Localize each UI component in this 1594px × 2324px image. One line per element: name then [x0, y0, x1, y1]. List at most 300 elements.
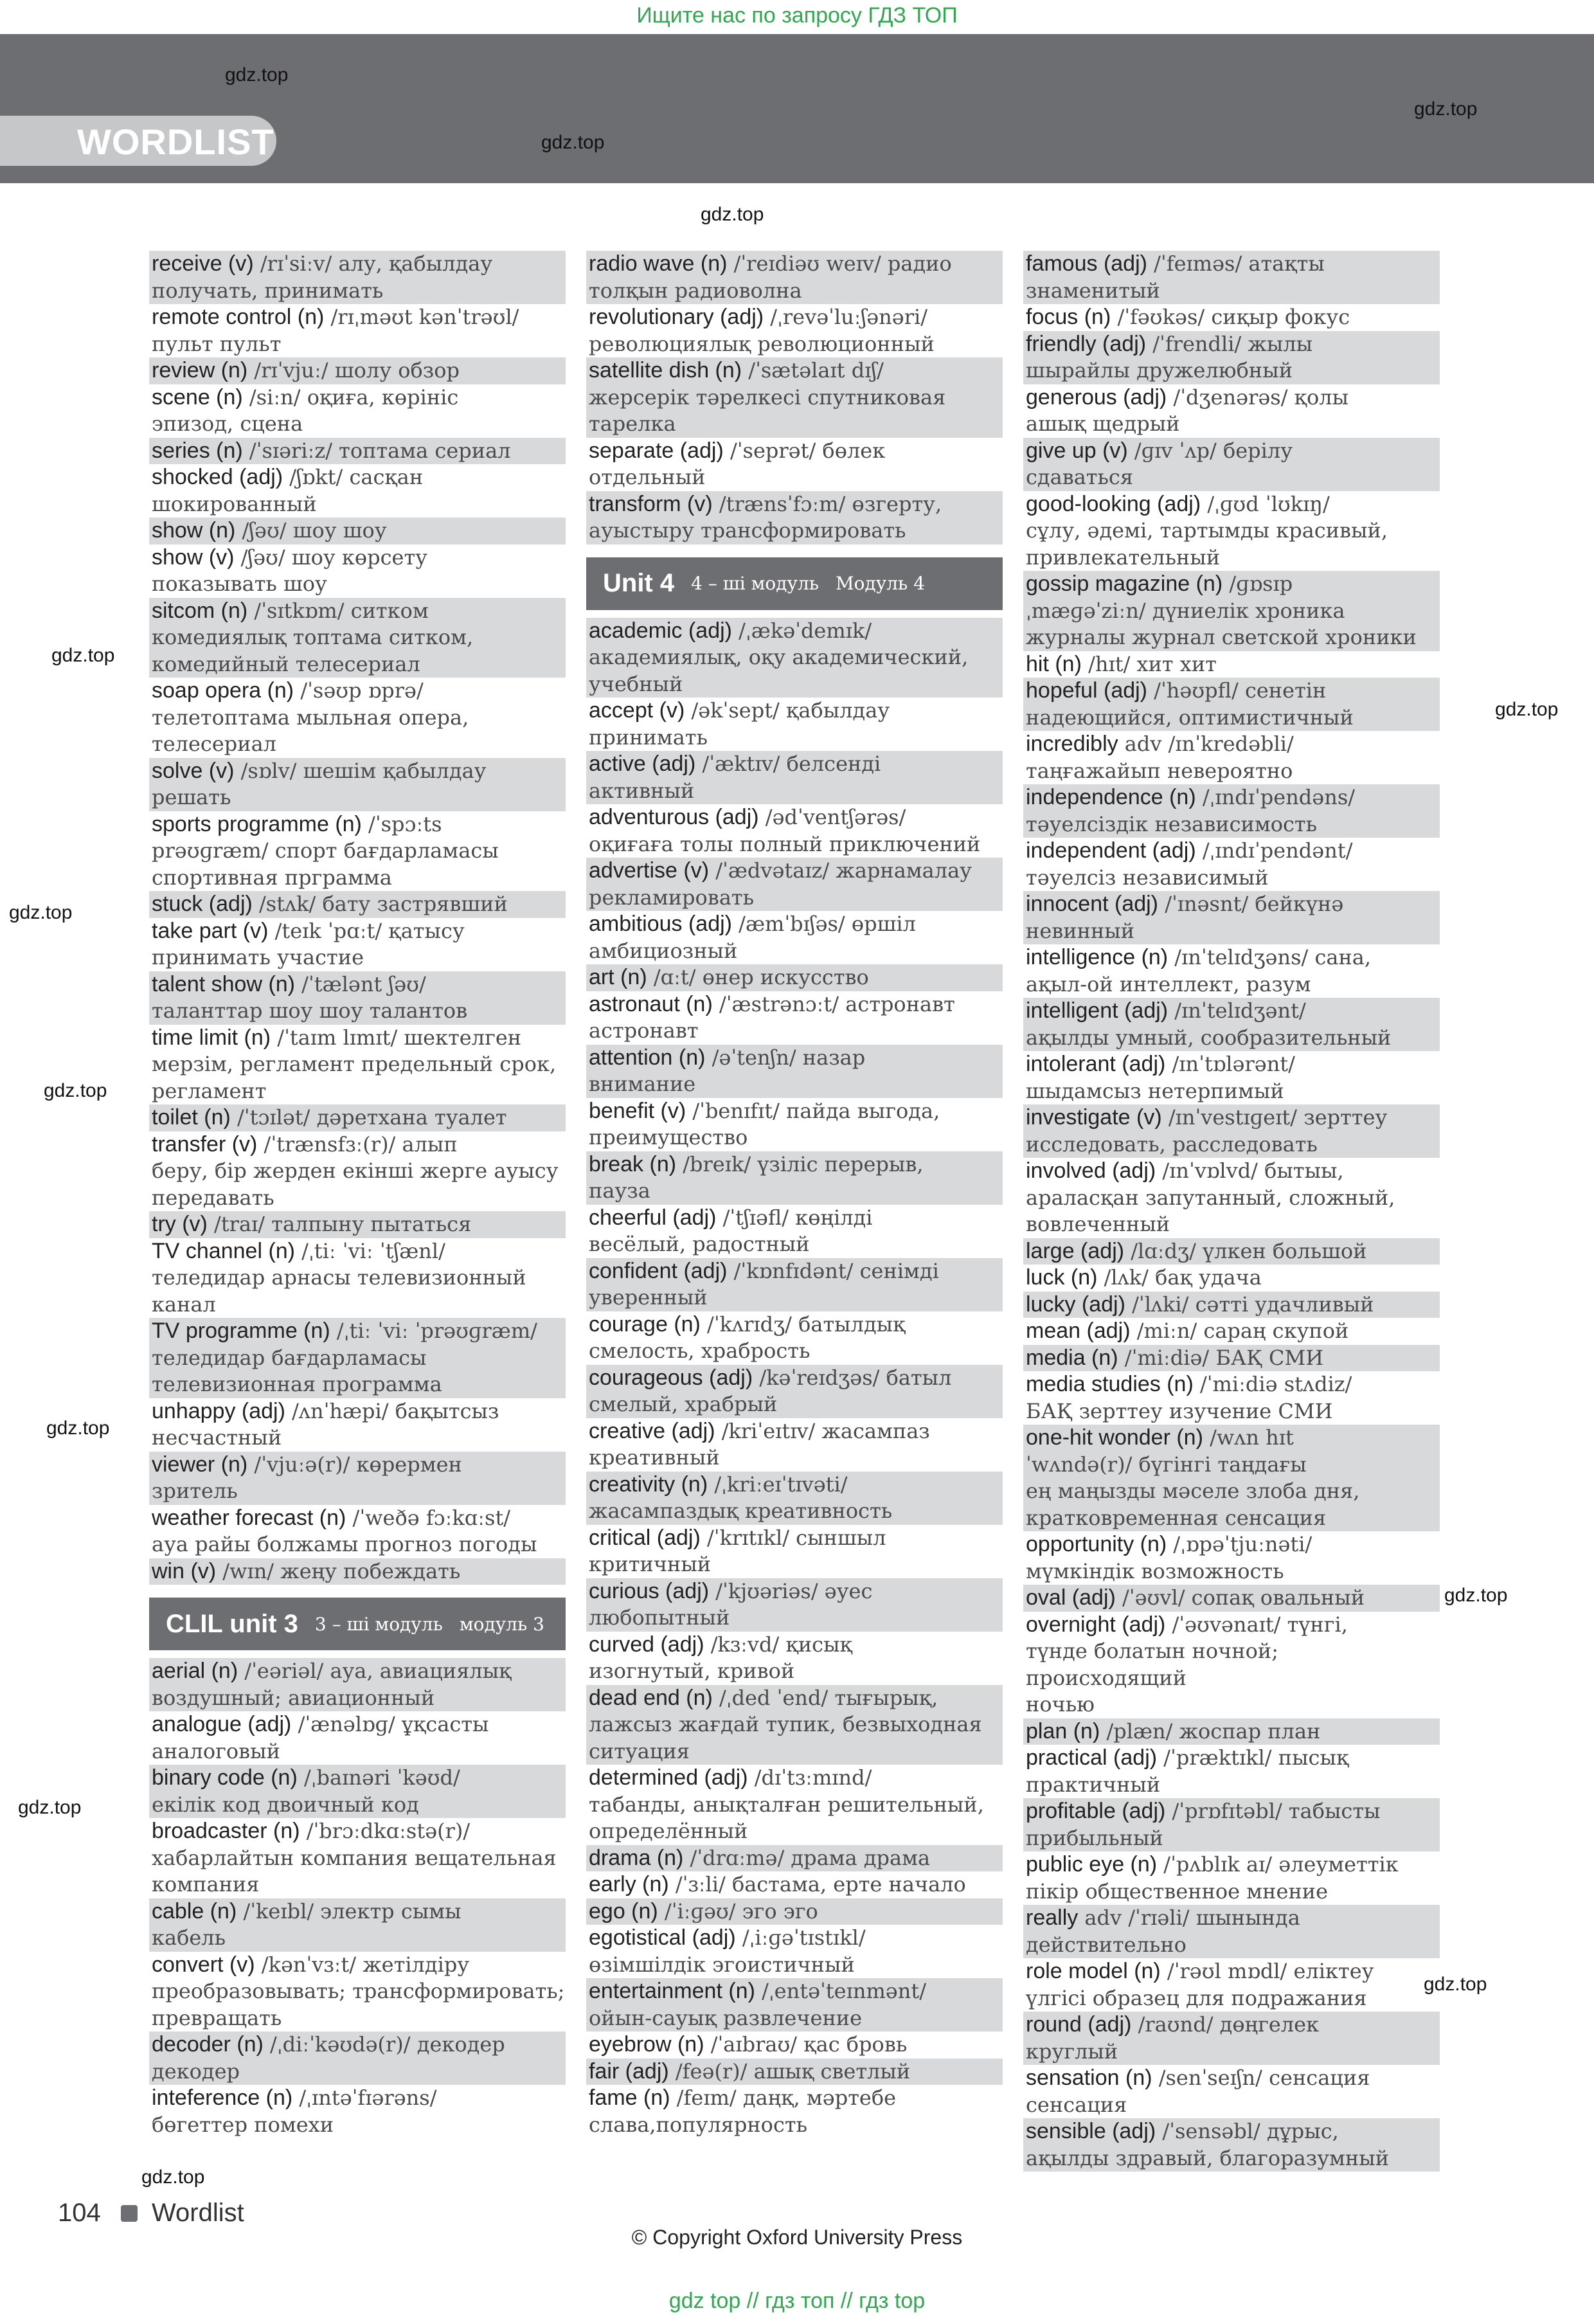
entry-definition: ночью	[1026, 1692, 1095, 1716]
wordlist-entry	[149, 1845, 566, 1872]
entry-definition: /ˈbenɪfɪt/ пайда выгода,	[692, 1098, 940, 1123]
entry-definition: /rɪˈsiːv/ алу, қабылдау	[260, 251, 493, 276]
wordlist-entry	[149, 1398, 566, 1425]
entry-definition: /feɪm/ даңқ, мәртебе	[676, 2085, 897, 2110]
entry-definition: компания	[152, 1872, 260, 1896]
entry-definition: определённый	[589, 1819, 748, 1843]
unit-subtitle-russian: Модуль 4	[836, 573, 926, 594]
entry-definition: /ˈeəriəl/ ауа, авиациялық	[244, 1659, 512, 1683]
entry-headword: review (n)	[152, 358, 248, 383]
entry-definition: /wʌn hɪt	[1210, 1425, 1294, 1450]
entry-definition: /ˈtaɪm lɪmɪt/ шектелген	[277, 1025, 522, 1050]
wordlist-entry	[1023, 944, 1440, 971]
wordlist-entry	[586, 938, 1003, 965]
wordlist-entry	[586, 778, 1003, 805]
entry-headword: entertainment (n)	[589, 1979, 755, 2003]
wordlist-entry	[586, 2058, 1003, 2085]
entry-headword: art (n)	[589, 965, 647, 989]
wordlist-entry	[1023, 598, 1440, 625]
entry-definition: /lʌk/ бақ удача	[1104, 1265, 1262, 1290]
wordlist-entry	[586, 518, 1003, 545]
wordlist-entry	[586, 491, 1003, 518]
entry-headword: transform (v)	[589, 491, 713, 516]
wordlist-entry	[586, 1525, 1003, 1552]
entry-definition: /breɪk/ үзіліс перерыв,	[683, 1151, 924, 1176]
entry-headword: dead end (n)	[589, 1685, 713, 1710]
entry-headword: sensation (n)	[1026, 2066, 1152, 2090]
wordlist-entry	[1023, 758, 1440, 785]
wordlist-entry	[1023, 2145, 1440, 2172]
entry-headword: ambitious (adj)	[589, 912, 732, 936]
entry-definition: тәуелсіз независимый	[1026, 865, 1269, 890]
entry-definition: /əˈtenʃn/ назар	[712, 1045, 866, 1070]
entry-definition: /senˈseɪʃn/ сенсация	[1158, 2066, 1370, 2090]
wordlist-entry	[586, 991, 1003, 1018]
watermark: gdz.top	[46, 1418, 110, 1439]
entry-definition: преимущество	[589, 1125, 748, 1149]
entry-headword: cheerful (adj)	[589, 1205, 717, 1230]
wordlist-entry	[1023, 1558, 1440, 1585]
entry-headword: fair (adj)	[589, 2058, 669, 2084]
wordlist-entry	[586, 1445, 1003, 1472]
wordlist-entry	[149, 651, 566, 678]
unit-heading	[586, 557, 1003, 610]
entry-definition: /ɑːt/ өнер искусство	[653, 965, 869, 989]
wordlist-entry	[1023, 438, 1440, 465]
entry-definition: лажсыз жағдай тупик, безвыходная	[589, 1712, 982, 1736]
entry-definition: /əkˈsept/ қабылдау	[691, 698, 890, 723]
wordlist-entry	[1023, 1104, 1440, 1131]
entry-definition: амбициозный	[589, 938, 738, 963]
entry-definition: /ˈdʒenərəs/ қолы	[1173, 384, 1349, 410]
wordlist-entry	[586, 1551, 1003, 1578]
wordlist-column-1	[149, 251, 566, 2138]
entry-definition: adv /ɪnˈkredəbli/	[1124, 732, 1294, 756]
entry-definition: /ˈrəʊl mɒdl/ еліктеу	[1167, 1959, 1374, 1983]
wordlist-entry	[149, 1531, 566, 1558]
wordlist-entry	[149, 838, 566, 865]
entry-definition: /kriˈeɪtɪv/ жасампаз	[721, 1418, 930, 1443]
entry-headword: gossip magazine (n)	[1026, 572, 1223, 596]
entry-definition: зритель	[152, 1479, 238, 1503]
watermark: gdz.top	[18, 1797, 82, 1818]
entry-definition: бөгеттер помехи	[152, 2112, 334, 2137]
entry-headword: early (n)	[589, 1872, 669, 1896]
wordlist-entry	[586, 885, 1003, 912]
wordlist-entry	[1023, 1478, 1440, 1505]
entry-definition: шыдамсыз нетерпимый	[1026, 1078, 1284, 1103]
entry-definition: /rɪˈvjuː/ шолу обзор	[254, 358, 460, 383]
entry-definition: комедийный телесериал	[152, 651, 420, 676]
wordlist-entry	[586, 1178, 1003, 1205]
entry-definition: тарелка	[589, 411, 676, 436]
entry-headword: independent (adj)	[1026, 838, 1196, 863]
entry-headword: radio wave (n)	[589, 251, 728, 276]
entry-headword: try (v)	[152, 1212, 208, 1236]
entry-definition: журналы журнал светской хроники	[1026, 625, 1417, 649]
entry-definition: передавать	[152, 1185, 274, 1210]
entry-definition: /ˈɜːli/ бастама, ерте начало	[675, 1872, 966, 1896]
entry-headword: sensible (adj)	[1026, 2119, 1156, 2143]
wordlist-entry	[149, 1978, 566, 2005]
entry-headword: egotistical (adj)	[589, 1925, 736, 1950]
entry-definition: /ʃəʊ/ шоу көрсету	[240, 545, 427, 570]
entry-definition: мүмкіндік возможность	[1026, 1558, 1284, 1583]
wordlist-entry	[1023, 1958, 1440, 1985]
wordlist-entry	[1023, 1398, 1440, 1425]
entry-definition: /ədˈventʃərəs/	[765, 805, 906, 829]
wordlist-entry	[149, 1425, 566, 1452]
entry-definition: теледидар арнасы телевизионный	[152, 1265, 526, 1290]
wordlist-entry	[1023, 545, 1440, 572]
entry-headword: media studies (n)	[1026, 1372, 1194, 1396]
wordlist-entry	[1023, 2118, 1440, 2145]
entry-headword: soap opera (n)	[152, 678, 294, 703]
wordlist-entry	[149, 1792, 566, 1819]
wordlist-entry	[1023, 251, 1440, 278]
wordlist-entry	[586, 911, 1003, 938]
entry-headword: drama (n)	[589, 1845, 684, 1870]
wordlist-entry	[1023, 1825, 1440, 1852]
entry-definition: тәуелсіздік независимость	[1026, 811, 1318, 836]
wordlist-entry	[586, 278, 1003, 305]
entry-definition: /rɪˌməʊt kənˈtrəʊl/	[330, 305, 519, 329]
wordlist-entry	[149, 758, 566, 785]
entry-headword: inteference (n)	[152, 2085, 293, 2110]
entry-headword: adventurous (adj)	[589, 805, 759, 829]
entry-definition: екілік код двоичный код	[152, 1792, 419, 1817]
wordlist-entry	[1023, 1798, 1440, 1825]
entry-definition: түнде болатын ночной; происходящий	[1026, 1639, 1278, 1690]
wordlist-entry	[1023, 651, 1440, 678]
wordlist-entry	[586, 331, 1003, 358]
wordlist-entry	[149, 1104, 566, 1131]
wordlist-entry	[149, 1711, 566, 1738]
wordlist-entry	[149, 2058, 566, 2085]
wordlist-entry	[1023, 518, 1440, 545]
wordlist-entry	[149, 598, 566, 625]
wordlist-entry	[586, 1711, 1003, 1738]
entry-definition: действительно	[1026, 1932, 1187, 1957]
wordlist-entry	[586, 1338, 1003, 1365]
wordlist-entry	[586, 1952, 1003, 1979]
entry-definition: /teɪk ˈpɑːt/ қатысу	[274, 918, 465, 943]
entry-headword: show (n)	[152, 518, 236, 543]
wordlist-entry	[149, 1558, 566, 1585]
wordlist-entry	[586, 1925, 1003, 1952]
entry-definition: /ˈtælənt ʃəʊ/	[301, 971, 426, 996]
wordlist-entry	[586, 1765, 1003, 1792]
wordlist-entry	[149, 811, 566, 838]
entry-headword: luck (n)	[1026, 1265, 1098, 1290]
entry-definition: регламент	[152, 1078, 267, 1103]
entry-headword: confident (adj)	[589, 1258, 728, 1283]
entry-headword: unhappy (adj)	[152, 1398, 285, 1423]
wordlist-entry	[1023, 1371, 1440, 1398]
entry-headword: analogue (adj)	[152, 1712, 292, 1736]
entry-definition: академиялық, оқу академический,	[589, 645, 969, 669]
entry-definition: /trænsˈfɔːm/ өзгерту,	[719, 491, 942, 516]
wordlist-entry	[586, 304, 1003, 331]
entry-definition: /ˈmiːdiə stʌdiz/	[1199, 1372, 1352, 1396]
wordlist-entry	[586, 804, 1003, 831]
entry-definition: эпизод, сцена	[152, 411, 303, 436]
entry-definition: теледидар бағдарламасы	[152, 1345, 427, 1370]
wordlist-entry	[149, 278, 566, 305]
entry-headword: show (v)	[152, 545, 235, 570]
watermark: gdz.top	[1414, 98, 1478, 120]
wordlist-column-3	[1023, 251, 1440, 2172]
wordlist-entry	[586, 1472, 1003, 1499]
watermark: gdz.top	[1424, 1974, 1487, 1995]
entry-headword: advertise (v)	[589, 858, 710, 883]
wordlist-entry	[1023, 1452, 1440, 1479]
wordlist-entry	[149, 1738, 566, 1765]
watermark: gdz.top	[1444, 1585, 1508, 1606]
entry-definition: кабель	[152, 1925, 226, 1950]
entry-definition: шырайлы дружелюбный	[1026, 358, 1293, 383]
entry-definition: оқиғаға толы полный приключений	[589, 831, 981, 856]
entry-definition: /ˈæktɪv/ белсенді	[702, 752, 881, 776]
entry-definition: надеющийся, оптимистичный	[1026, 705, 1354, 730]
entry-definition: спортивная прграмма	[152, 865, 392, 890]
entry-headword: convert (v)	[152, 1952, 255, 1977]
entry-headword: innocent (adj)	[1026, 892, 1159, 916]
wordlist-entry	[1023, 1425, 1440, 1452]
wordlist-entry	[1023, 1985, 1440, 2012]
entry-definition: /ˌɪndɪˈpendəns/	[1202, 785, 1356, 809]
entry-definition: /ˈænəlɒɡ/ ұқсасты	[298, 1712, 489, 1736]
entry-definition: /ˈlʌki/ сәтті удачливый	[1132, 1292, 1374, 1317]
entry-definition: мерзім, регламент предельный срок,	[152, 1052, 557, 1076]
wordlist-entry	[1023, 1585, 1440, 1612]
wordlist-entry	[149, 1238, 566, 1265]
top-search-banner-link[interactable]: Ищите нас по запросу ГДЗ ТОП	[636, 3, 958, 28]
wordlist-entry	[586, 384, 1003, 411]
wordlist-entry	[586, 2005, 1003, 2032]
entry-definition: /ˈkʌrɪdʒ/ батылдық	[707, 1311, 906, 1337]
entry-definition: /ɡɪv ˈʌp/ берілу	[1134, 438, 1293, 463]
entry-headword: talent show (n)	[152, 971, 295, 996]
wordlist-entry	[586, 2112, 1003, 2139]
unit-title: Unit 4	[603, 569, 675, 597]
wordlist-entry	[1023, 2039, 1440, 2066]
entry-headword: mean (adj)	[1026, 1319, 1131, 1343]
wordlist-entry	[149, 1292, 566, 1319]
footer-section-label: Wordlist	[152, 2199, 244, 2227]
entry-definition: /ˈsætəlaɪt dɪʃ/	[748, 358, 884, 383]
footer-square-icon	[121, 2205, 138, 2222]
wordlist-entry	[586, 438, 1003, 465]
wordlist-entry	[1023, 1505, 1440, 1532]
wordlist-entry	[1023, 464, 1440, 491]
entry-definition: /ˌrevəˈluːʃənəri/	[770, 305, 928, 329]
entry-definition: невинный	[1026, 918, 1135, 943]
wordlist-entry	[586, 1018, 1003, 1045]
wordlist-entry	[586, 1098, 1003, 1125]
wordlist-entry	[1023, 491, 1440, 518]
entry-definition: /ˌtiː ˈviː ˈprəʊɡræm/	[336, 1319, 537, 1343]
entry-headword: oval (adj)	[1026, 1585, 1116, 1610]
entry-definition: /ˈəʊvənaɪt/ түнгі,	[1172, 1612, 1348, 1637]
wordlist-entry	[1023, 1531, 1440, 1558]
entry-definition: пульт пульт	[152, 331, 282, 356]
wordlist-entry	[149, 2005, 566, 2032]
entry-definition: /ˈhəʊpfl/ сенетін	[1154, 678, 1327, 703]
entry-definition: өзімшілдік эгоистичный	[589, 1952, 855, 1977]
wordlist-entry	[1023, 624, 1440, 651]
entry-headword: focus (n)	[1026, 305, 1111, 329]
wordlist-entry	[1023, 2012, 1440, 2039]
wordlist-entry	[1023, 731, 1440, 758]
wordlist-entry	[1023, 571, 1440, 598]
wordlist-entry	[149, 304, 566, 331]
entry-headword: creative (adj)	[589, 1418, 715, 1443]
entry-headword: good-looking (adj)	[1026, 491, 1201, 516]
entry-definition: /wɪn/ жеңу побеждать	[222, 1558, 461, 1583]
wordlist-entry	[149, 331, 566, 358]
entry-headword: courageous (adj)	[589, 1365, 753, 1390]
entry-headword: academic (adj)	[589, 618, 732, 643]
entry-definition: /ˈtʃɪəfl/ көңілді	[722, 1205, 873, 1230]
entry-definition: ашық щедрый	[1026, 411, 1180, 436]
wordlist-entry	[1023, 784, 1440, 811]
entry-definition: креативный	[589, 1445, 720, 1470]
entry-definition: /kɜːvd/ қисық	[710, 1632, 852, 1657]
entry-definition: принимать участие	[152, 945, 364, 969]
wordlist-entry	[1023, 1238, 1440, 1265]
wordlist-entry	[149, 1371, 566, 1398]
wordlist-entry	[586, 1978, 1003, 2005]
entry-headword: critical (adj)	[589, 1525, 701, 1550]
wordlist-entry	[586, 1071, 1003, 1098]
wordlist-entry	[149, 1158, 566, 1185]
entry-headword: investigate (v)	[1026, 1105, 1162, 1130]
unit-subtitle-russian: модуль 3	[459, 1613, 544, 1635]
entry-headword: stuck (adj)	[152, 892, 253, 916]
wordlist-entry	[1023, 1131, 1440, 1158]
entry-definition: ˈwʌndə(r)/ бүгінгі таңдағы	[1026, 1452, 1307, 1477]
entry-definition: /miːn/ сараң скупой	[1136, 1319, 1349, 1343]
wordlist-entry	[1023, 1345, 1440, 1372]
wordlist-entry	[1023, 1025, 1440, 1052]
watermark: gdz.top	[141, 2166, 205, 2188]
wordlist-entry	[149, 971, 566, 998]
wordlist-entry	[149, 2031, 566, 2058]
entry-definition: революциялық революционный	[589, 331, 935, 356]
entry-definition: /ɡɒsɪp	[1229, 572, 1293, 596]
wordlist-entry	[586, 1151, 1003, 1178]
wordlist-entry	[149, 1925, 566, 1952]
entry-definition: /ˌded ˈend/ тығырық,	[719, 1685, 938, 1710]
entry-definition: пікір общественное мнение	[1026, 1878, 1329, 1904]
watermark: gdz.top	[225, 64, 289, 86]
wordlist-entry	[149, 571, 566, 598]
entry-headword: shocked (adj)	[152, 465, 283, 489]
wordlist-entry	[1023, 278, 1440, 305]
wordlist-entry	[586, 964, 1003, 991]
entry-headword: broadcaster (n)	[152, 1819, 300, 1843]
watermark: gdz.top	[541, 132, 605, 153]
entry-definition: смелость, храбрость	[589, 1338, 810, 1363]
wordlist-entry	[1023, 2092, 1440, 2119]
wordlist-entry	[149, 1765, 566, 1792]
entry-definition: /ɪnˈtɒlərənt/	[1172, 1052, 1295, 1076]
entry-definition: /ˈkɒnfɪdənt/ сенімді	[733, 1258, 939, 1283]
entry-headword: revolutionary (adj)	[589, 305, 764, 329]
entry-headword: viewer (n)	[152, 1452, 248, 1477]
wordlist-entry	[586, 831, 1003, 858]
entry-headword: accept (v)	[589, 698, 685, 723]
wordlist-entry	[149, 2112, 566, 2139]
wordlist-entry	[1023, 705, 1440, 732]
wordlist-entry	[1023, 838, 1440, 865]
wordlist-entry	[149, 411, 566, 438]
entry-definition: смелый, храбрый	[589, 1392, 778, 1416]
entry-definition: жасампаздық креативность	[589, 1499, 893, 1523]
entry-headword: generous (adj)	[1026, 384, 1167, 410]
wordlist-entry	[1023, 811, 1440, 838]
bottom-search-link[interactable]: gdz top // гдз топ // гдз top	[668, 2289, 926, 2313]
entry-definition: /ˈfeɪməs/ атақты	[1154, 251, 1325, 276]
wordlist-entry	[1023, 304, 1440, 331]
entry-headword: role model (n)	[1026, 1959, 1161, 1983]
entry-definition: /ˈɪnəsnt/ бейкүнә	[1165, 892, 1344, 916]
wordlist-entry	[586, 1605, 1003, 1632]
wordlist-entry	[586, 1418, 1003, 1445]
entry-definition: привлекательный	[1026, 545, 1221, 570]
entry-definition: /ˈaɪbraʊ/ қас бровь	[710, 2032, 908, 2057]
entry-definition: /sɒlv/ шешім қабылдау	[240, 758, 487, 783]
wordlist-entry	[586, 464, 1003, 491]
wordlist-entry	[149, 1952, 566, 1979]
wordlist-entry	[149, 784, 566, 811]
wordlist-entry	[149, 944, 566, 971]
entry-definition: ауыстыру трансформировать	[589, 518, 906, 543]
entry-headword: sports programme (n)	[152, 811, 362, 836]
entry-definition: /dɪˈtɜːmɪnd/	[754, 1765, 872, 1790]
entry-headword: attention (n)	[589, 1045, 706, 1070]
entry-definition: /ˈəʊvl/ сопақ овальный	[1122, 1585, 1365, 1610]
wordlist-entry	[149, 1131, 566, 1158]
wordlist-entry	[149, 1345, 566, 1372]
wordlist-entry	[149, 1318, 566, 1345]
wordlist-entry	[586, 411, 1003, 438]
wordlist-entry	[149, 545, 566, 572]
entry-headword: independence (n)	[1026, 785, 1196, 809]
entry-definition: /ʃəʊ/ шоу шоу	[242, 518, 387, 543]
entry-definition: /ˈæstrənɔːt/ астронавт	[719, 991, 955, 1016]
entry-definition: /ˈkjʊəriəs/ әуес	[715, 1578, 873, 1603]
watermark: gdz.top	[44, 1080, 107, 1101]
entry-headword: famous (adj)	[1026, 251, 1147, 276]
entry-definition: исследовать, расследовать	[1026, 1131, 1318, 1157]
entry-definition: /siːn/ оқиға, көрініс	[249, 384, 459, 410]
wordlist-entry	[586, 1391, 1003, 1418]
entry-definition: ауа райы болжамы прогноз погоды	[152, 1532, 537, 1556]
wordlist-entry	[586, 1845, 1003, 1872]
wordlist-entry	[1023, 1878, 1440, 1905]
entry-headword: really	[1026, 1905, 1079, 1930]
entry-definition: /ˈtɔɪlət/ дәретхана туалет	[237, 1105, 507, 1130]
entry-headword: give up (v)	[1026, 438, 1128, 463]
wordlist-entry	[586, 751, 1003, 778]
entry-headword: public eye (n)	[1026, 1852, 1158, 1877]
wordlist-entry	[149, 1211, 566, 1238]
entry-headword: binary code (n)	[152, 1765, 298, 1790]
wordlist-entry	[1023, 1851, 1440, 1878]
wordlist-entry	[586, 1498, 1003, 1525]
